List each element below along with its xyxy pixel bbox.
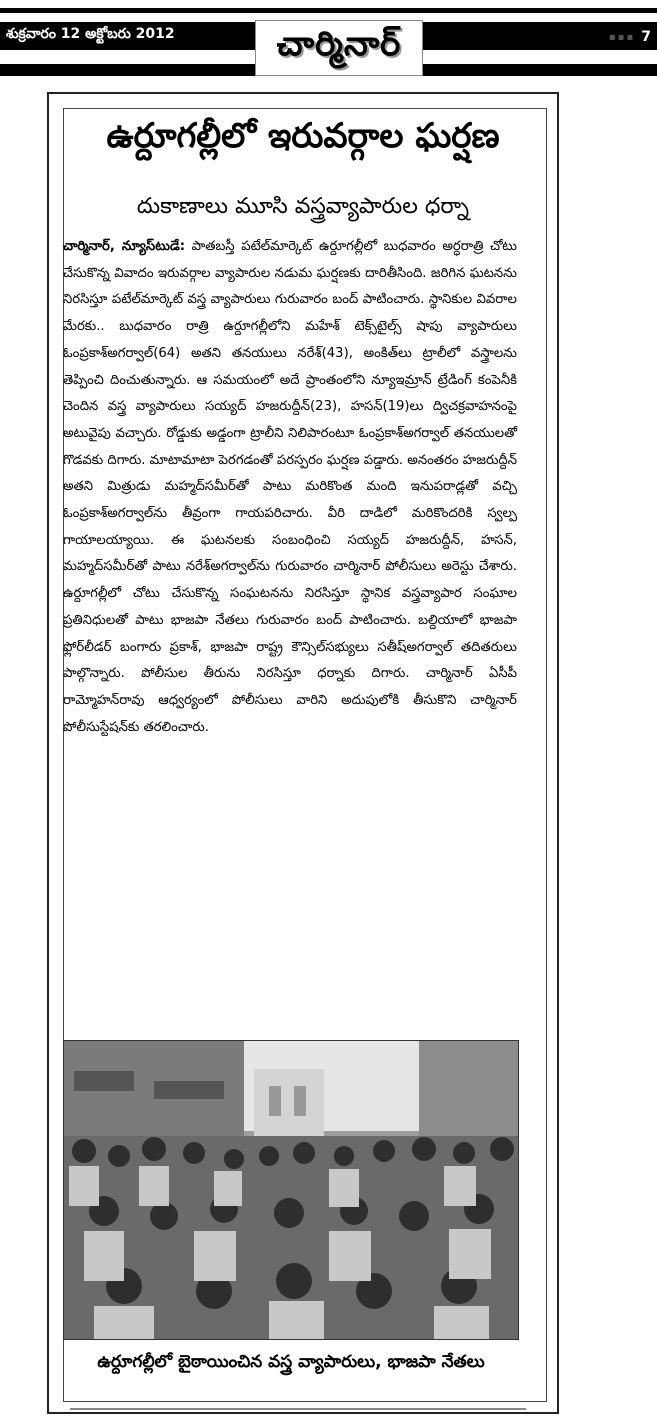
crowd-photo-graphic <box>64 1041 519 1340</box>
subheadline: దుకాణాలు మూసి వస్త్రవ్యాపారుల ధర్నా <box>136 194 470 219</box>
masthead-logo <box>255 20 423 76</box>
news-photo <box>63 1040 519 1340</box>
body-paragraph: పాతబస్తీ పటేల్‌మార్కెట్ ఉర్దూగల్లీలో బుధవారం అర్ధరాత్రి చోటు చేసుకొన్న వివాదం ఇరువర్గాల వ్యాపారుల నడుమ ఘర్షణకు దారితీసింది. జరిగిన ఘటనను నిరసిస్తూ పటేల్‌మార్కెట్ వస్త్ర వ్యాపారులు గురువారం బంద్ పాటించారు. స్థానికుల వివరాల మేరకు.. బుధవారం రాత్రి ఉర్దూగల్లీలోని మహేశ్ టెక్స్‌టైల్స్ షాపు వ్యాపారులు ఓంప్రకాశ్‌అగర్వాల్(64) అతని తనయులు నరేశ్(43), అంకిత్‌లు ట్రాలీలో వస్త్రాలను తెప్పించి దించుతున్నారు. ఆ సమయంలో అదే ప్రాంతంలోని న్యూఇమ్రాన్ ట్రేడింగ్ కంపెనీకి చెందిన వస్త్ర వ్యాపారులు సయ్యద్ హజరుద్దీన్(23), హసన్(19)లు ద్విచక్రవాహనంపై అటువైపు వచ్చారు. రోడ్డుకు అడ్డంగా ట్రాలీని నిలిపారంటూ ఓంప్రకాశ్‌అగర్వాల్ తనయులతో గొడవకు దిగారు. మాటామాటా పెరగడంతో పరస్పరం ఘర్షణ పడ్డారు. అనంతరం హజరుద్దీన్ అతని మిత్రుడు మహ్మద్‌సమీర్‌తో పాటు మరికొంత మంది ఇనుపరాడ్లతో వచ్చి ఓంప్రకాశ్‌అగర్వాల్‌ను తీవ్రంగా గాయపరిచారు. వీరి దాడిలో మరికొందరికి స్వల్ప గాయాలయ్యాయి. ఈ ఘటనలకు సంబంధించి సయ్యద్ హజరుద్దీన్, హసన్, మహ్మద్‌సమీర్‌తో పాటు నరేశ్‌అగర్వాల్‌ను గురువారం చార్మినార్ పోలీసులు అరెస్టు చేశారు. ఉర్దూగల్లీలో చోటు చేసుకొన్న సంఘటనను నిరసిస్తూ స్థానిక వస్త్రవ్యాపార సంఘాల ప్రతినిధులతో పాటు భాజపా నేతలు గురువారం బంద్ పాటించారు. బల్దియాలో భాజపా ఫ్లోర్‌లీడర్ బంగారు ప్రకాశ్, భాజపా రాష్ట్ర కౌన్సిల్‌సభ్యులు సతీష్‌అగర్వాల్ తదితరులు పాల్గొన్నారు. పోలీసుల తీరును నిరసిస్తూ ధర్నాకు దిగారు. చార్మినార్ ఏసీపీ రామ్మోహన్‌రావు ఆధ్వర్యంలో పోలీసులు వారిని అదుపులోకి తీసుకొని చార్మినార్ పోలీసుస్టేషన్‌కు తరలించారు. <box>63 239 517 735</box>
dateline: చార్మినార్, న్యూస్‌టుడే: <box>63 239 185 254</box>
news-article <box>47 92 559 1414</box>
bottom-rule <box>70 1408 526 1410</box>
photo-caption: ఉర్దూగల్లీలో బైఠాయించిన వస్త్ర వ్యాపారులు, భాజపా నేతలు <box>97 1352 485 1372</box>
issue-date: శుక్రవారం 12 అక్టోబరు 2012 <box>6 26 175 42</box>
logo-text: చార్మినార్ <box>276 24 402 64</box>
page-number: 7 <box>641 29 651 45</box>
article-body <box>63 234 517 741</box>
page-number-area <box>596 30 651 44</box>
headline: ఉర్దూగల్లీలో ఇరువర్గాల ఘర్షణ <box>106 116 500 156</box>
top-rule <box>0 8 657 13</box>
page-decoration: ▪▪▪ <box>608 31 636 43</box>
